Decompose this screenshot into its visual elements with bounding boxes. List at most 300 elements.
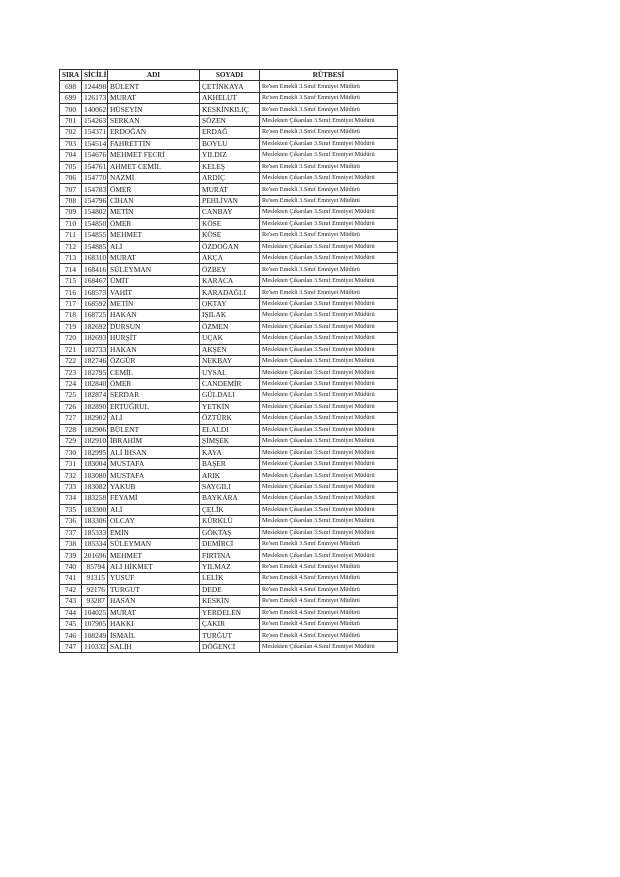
rutbe-cell: Re'sen Emekli 3.Sınıf Emniyet Müdürü <box>260 287 398 298</box>
adi-cell: MURAT <box>108 607 200 618</box>
table-row <box>60 127 398 138</box>
soyadi-cell: KARADAĞLI <box>200 287 260 298</box>
soyadi-cell: AKŞEN <box>200 344 260 355</box>
soyadi-cell: UÇAK <box>200 333 260 344</box>
sicil-cell: 182692 <box>82 321 108 332</box>
table-row <box>60 538 398 549</box>
adi-cell: MEHMET <box>108 550 200 561</box>
header-adi: ADI <box>108 70 200 81</box>
sira-cell: 724 <box>60 378 82 389</box>
soyadi-cell: ARDIÇ <box>200 172 260 183</box>
sira-cell: 699 <box>60 92 82 103</box>
table-row <box>60 367 398 378</box>
rutbe-cell: Meslekten Çıkarılan 3.Sınıf Emniyet Müdürü <box>260 458 398 469</box>
sicil-cell: 154850 <box>82 218 108 229</box>
table-row <box>60 104 398 115</box>
table-row <box>60 241 398 252</box>
table-row <box>60 641 398 652</box>
soyadi-cell: ÇETİNKAYA <box>200 81 260 92</box>
soyadi-cell: CANDEMİR <box>200 378 260 389</box>
sira-cell: 737 <box>60 527 82 538</box>
sira-cell: 732 <box>60 470 82 481</box>
sicil-cell: 154770 <box>82 172 108 183</box>
sicil-cell: 182910 <box>82 436 108 447</box>
rutbe-cell: Re'sen Emekli 3.Sınıf Emniyet Müdürü <box>260 195 398 206</box>
soyadi-cell: GÖKTAŞ <box>200 527 260 538</box>
rutbe-cell: Meslekten Çıkarılan 3.Sınıf Emniyet Müdürü <box>260 115 398 126</box>
sira-cell: 704 <box>60 150 82 161</box>
sira-cell: 725 <box>60 390 82 401</box>
header-sicili: SİCİLİ <box>82 70 108 81</box>
adi-cell: TURGUT <box>108 584 200 595</box>
adi-cell: DURSUN <box>108 321 200 332</box>
table-row <box>60 92 398 103</box>
soyadi-cell: DEDE <box>200 584 260 595</box>
soyadi-cell: YETKİN <box>200 401 260 412</box>
sicil-cell: 154514 <box>82 138 108 149</box>
table-row <box>60 287 398 298</box>
table-row <box>60 436 398 447</box>
adi-cell: YAKUB <box>108 481 200 492</box>
table-row <box>60 561 398 572</box>
table-row <box>60 230 398 241</box>
sira-cell: 718 <box>60 310 82 321</box>
rutbe-cell: Meslekten Çıkarılan 3.Sınıf Emniyet Müdürü <box>260 218 398 229</box>
adi-cell: NAZMİ <box>108 172 200 183</box>
sicil-cell: 91315 <box>82 573 108 584</box>
sira-cell: 738 <box>60 538 82 549</box>
table-row <box>60 378 398 389</box>
sira-cell: 743 <box>60 596 82 607</box>
sira-cell: 712 <box>60 241 82 252</box>
table-row <box>60 218 398 229</box>
sira-cell: 733 <box>60 481 82 492</box>
rutbe-cell: Meslekten Çıkarılan 3.Sınıf Emniyet Müdürü <box>260 298 398 309</box>
adi-cell: ÖMER <box>108 184 200 195</box>
sira-cell: 740 <box>60 561 82 572</box>
sicil-cell: 182874 <box>82 390 108 401</box>
header-sira: SIRA <box>60 70 82 81</box>
sicil-cell: 85794 <box>82 561 108 572</box>
rutbe-cell: Re'sen Emekli 3.Sınıf Emniyet Müdürü <box>260 92 398 103</box>
sicil-cell: 183082 <box>82 481 108 492</box>
table-body <box>60 81 398 653</box>
adi-cell: SERDAR <box>108 390 200 401</box>
table-row <box>60 150 398 161</box>
sira-cell: 742 <box>60 584 82 595</box>
sira-cell: 746 <box>60 630 82 641</box>
table-row <box>60 275 398 286</box>
soyadi-cell: SÖZEN <box>200 115 260 126</box>
header-rutbesi: RÜTBESİ <box>260 70 398 81</box>
soyadi-cell: KESKİNKILIÇ <box>200 104 260 115</box>
soyadi-cell: LELİK <box>200 573 260 584</box>
sira-cell: 708 <box>60 195 82 206</box>
rutbe-cell: Meslekten Çıkarılan 3.Sınıf Emniyet Müdürü <box>260 527 398 538</box>
sicil-cell: 168592 <box>82 298 108 309</box>
soyadi-cell: YILMAZ <box>200 561 260 572</box>
table-row <box>60 264 398 275</box>
soyadi-cell: AKÇA <box>200 253 260 264</box>
soyadi-cell: KÜRKLÜ <box>200 516 260 527</box>
rutbe-cell: Meslekten Çıkarılan 3.Sınıf Emniyet Müdürü <box>260 333 398 344</box>
rutbe-cell: Meslekten Çıkarılan 3.Sınıf Emniyet Müdürü <box>260 436 398 447</box>
table-row <box>60 516 398 527</box>
rutbe-cell: Re'sen Emekli 3.Sınıf Emniyet Müdürü <box>260 104 398 115</box>
adi-cell: BÜLENT <box>108 424 200 435</box>
adi-cell: OLCAY <box>108 516 200 527</box>
rutbe-cell: Meslekten Çıkarılan 3.Sınıf Emniyet Müdürü <box>260 470 398 481</box>
sicil-cell: 126173 <box>82 92 108 103</box>
table-row <box>60 321 398 332</box>
soyadi-cell: KÖSE <box>200 218 260 229</box>
table-row <box>60 630 398 641</box>
adi-cell: AHMET CEMİL <box>108 161 200 172</box>
table-row <box>60 607 398 618</box>
adi-cell: ALİ <box>108 241 200 252</box>
soyadi-cell: PEHLİVAN <box>200 195 260 206</box>
sira-cell: 701 <box>60 115 82 126</box>
sira-cell: 726 <box>60 401 82 412</box>
soyadi-cell: ÖZMEN <box>200 321 260 332</box>
adi-cell: ALİ İHSAN <box>108 447 200 458</box>
rutbe-cell: Meslekten Çıkarılan 3.Sınıf Emniyet Müdürü <box>260 241 398 252</box>
soyadi-cell: ÇAKIR <box>200 619 260 630</box>
sira-cell: 745 <box>60 619 82 630</box>
rutbe-cell: Meslekten Çıkarılan 3.Sınıf Emniyet Müdürü <box>260 401 398 412</box>
sicil-cell: 110332 <box>82 641 108 652</box>
soyadi-cell: ÖZTÜRK <box>200 413 260 424</box>
table-row <box>60 344 398 355</box>
header-soyadi: SOYADI <box>200 70 260 81</box>
soyadi-cell: YERDELEN <box>200 607 260 618</box>
sicil-cell: 182890 <box>82 401 108 412</box>
adi-cell: FEYAMİ <box>108 493 200 504</box>
rutbe-cell: Meslekten Çıkarılan 3.Sınıf Emniyet Müdürü <box>260 344 398 355</box>
rutbe-cell: Re'sen Emekli 3.Sınıf Emniyet Müdürü <box>260 264 398 275</box>
sira-cell: 729 <box>60 436 82 447</box>
table-row <box>60 138 398 149</box>
sira-cell: 711 <box>60 230 82 241</box>
sira-cell: 734 <box>60 493 82 504</box>
adi-cell: HASAN <box>108 596 200 607</box>
sira-cell: 714 <box>60 264 82 275</box>
sicil-cell: 183004 <box>82 458 108 469</box>
sira-cell: 713 <box>60 253 82 264</box>
rutbe-cell: Meslekten Çıkarılan 3.Sınıf Emniyet Müdürü <box>260 504 398 515</box>
sira-cell: 700 <box>60 104 82 115</box>
sicil-cell: 154761 <box>82 161 108 172</box>
soyadi-cell: KARACA <box>200 275 260 286</box>
table-row <box>60 413 398 424</box>
soyadi-cell: SAYGILI <box>200 481 260 492</box>
adi-cell: BÜLENT <box>108 81 200 92</box>
adi-cell: METİN <box>108 207 200 218</box>
table-row <box>60 333 398 344</box>
soyadi-cell: ŞİMŞEK <box>200 436 260 447</box>
sicil-cell: 168467 <box>82 275 108 286</box>
table-row <box>60 161 398 172</box>
soyadi-cell: ÇELİK <box>200 504 260 515</box>
soyadi-cell: YILDIZ <box>200 150 260 161</box>
sira-cell: 730 <box>60 447 82 458</box>
table-row <box>60 81 398 92</box>
rutbe-cell: Re'sen Emekli 3.Sınıf Emniyet Müdürü <box>260 81 398 92</box>
rutbe-cell: Re'sen Emekli 4.Sınıf Emniyet Müdürü <box>260 584 398 595</box>
table-row <box>60 195 398 206</box>
table-row <box>60 470 398 481</box>
soyadi-cell: TURĞUT <box>200 630 260 641</box>
sicil-cell: 183300 <box>82 504 108 515</box>
table-row <box>60 184 398 195</box>
sicil-cell: 182746 <box>82 355 108 366</box>
adi-cell: İSMAİL <box>108 630 200 641</box>
sira-cell: 747 <box>60 641 82 652</box>
soyadi-cell: DEMİRCİ <box>200 538 260 549</box>
table-row <box>60 527 398 538</box>
soyadi-cell: DÖĞENCİ <box>200 641 260 652</box>
sira-cell: 719 <box>60 321 82 332</box>
adi-cell: SERKAN <box>108 115 200 126</box>
rutbe-cell: Re'sen Emekli 4.Sınıf Emniyet Müdürü <box>260 561 398 572</box>
soyadi-cell: UYSAL <box>200 367 260 378</box>
soyadi-cell: GÜLDALI <box>200 390 260 401</box>
adi-cell: ALİ HİKMET <box>108 561 200 572</box>
sicil-cell: 182906 <box>82 424 108 435</box>
soyadi-cell: OKTAY <box>200 298 260 309</box>
sicil-cell: 154855 <box>82 230 108 241</box>
sira-cell: 715 <box>60 275 82 286</box>
rutbe-cell: Re'sen Emekli 3.Sınıf Emniyet Müdürü <box>260 184 398 195</box>
sira-cell: 722 <box>60 355 82 366</box>
adi-cell: ALİ <box>108 504 200 515</box>
adi-cell: MEHMET FECRİ <box>108 150 200 161</box>
sicil-cell: 183258 <box>82 493 108 504</box>
adi-cell: MURAT <box>108 253 200 264</box>
sicil-cell: 168573 <box>82 287 108 298</box>
sicil-cell: 183080 <box>82 470 108 481</box>
adi-cell: YUSUF <box>108 573 200 584</box>
sira-cell: 736 <box>60 516 82 527</box>
rutbe-cell: Meslekten Çıkarılan 3.Sınıf Emniyet Müdürü <box>260 378 398 389</box>
rutbe-cell: Re'sen Emekli 3.Sınıf Emniyet Müdürü <box>260 230 398 241</box>
sira-cell: 744 <box>60 607 82 618</box>
sicil-cell: 124498 <box>82 81 108 92</box>
adi-cell: MUSTAFA <box>108 458 200 469</box>
rutbe-cell: Meslekten Çıkarılan 3.Sınıf Emniyet Müdürü <box>260 275 398 286</box>
soyadi-cell: BOYLU <box>200 138 260 149</box>
soyadi-cell: ERDAĞ <box>200 127 260 138</box>
sicil-cell: 92176 <box>82 584 108 595</box>
sicil-cell: 154796 <box>82 195 108 206</box>
table-row <box>60 424 398 435</box>
soyadi-cell: KELEŞ <box>200 161 260 172</box>
adi-cell: ERDOĞAN <box>108 127 200 138</box>
rutbe-cell: Meslekten Çıkarılan 3.Sınıf Emniyet Müdürü <box>260 367 398 378</box>
sicil-cell: 93287 <box>82 596 108 607</box>
table-row <box>60 573 398 584</box>
adi-cell: MEHMET <box>108 230 200 241</box>
adi-cell: SÜLEYMAN <box>108 264 200 275</box>
sira-cell: 717 <box>60 298 82 309</box>
sira-cell: 735 <box>60 504 82 515</box>
soyadi-cell: BAYKARA <box>200 493 260 504</box>
adi-cell: CİHAN <box>108 195 200 206</box>
rutbe-cell: Meslekten Çıkarılan 3.Sınıf Emniyet Müdürü <box>260 447 398 458</box>
rutbe-cell: Re'sen Emekli 4.Sınıf Emniyet Müdürü <box>260 607 398 618</box>
adi-cell: HAKAN <box>108 344 200 355</box>
soyadi-cell: MURAT <box>200 184 260 195</box>
sicil-cell: 104025 <box>82 607 108 618</box>
table-row <box>60 115 398 126</box>
rutbe-cell: Meslekten Çıkarılan 3.Sınıf Emniyet Müdürü <box>260 138 398 149</box>
sira-cell: 709 <box>60 207 82 218</box>
adi-cell: MURAT <box>108 92 200 103</box>
adi-cell: HAKAN <box>108 310 200 321</box>
table-row <box>60 253 398 264</box>
sicil-cell: 201696 <box>82 550 108 561</box>
table-row <box>60 401 398 412</box>
sira-cell: 721 <box>60 344 82 355</box>
table-row <box>60 447 398 458</box>
sira-cell: 702 <box>60 127 82 138</box>
adi-cell: ALİ <box>108 413 200 424</box>
personnel-table <box>59 69 398 653</box>
soyadi-cell: NEKBAY <box>200 355 260 366</box>
soyadi-cell: ÖZDOĞAN <box>200 241 260 252</box>
sicil-cell: 154676 <box>82 150 108 161</box>
table-row <box>60 458 398 469</box>
adi-cell: EMİN <box>108 527 200 538</box>
rutbe-cell: Re'sen Emekli 3.Sınıf Emniyet Müdürü <box>260 161 398 172</box>
table-row <box>60 550 398 561</box>
sicil-cell: 182733 <box>82 344 108 355</box>
sicil-cell: 108249 <box>82 630 108 641</box>
sira-cell: 731 <box>60 458 82 469</box>
sicil-cell: 182840 <box>82 378 108 389</box>
table-row <box>60 207 398 218</box>
adi-cell: SÜLEYMAN <box>108 538 200 549</box>
adi-cell: METİN <box>108 298 200 309</box>
sira-cell: 739 <box>60 550 82 561</box>
sira-cell: 727 <box>60 413 82 424</box>
adi-cell: CEMİL <box>108 367 200 378</box>
adi-cell: HAKKI <box>108 619 200 630</box>
rutbe-cell: Meslekten Çıkarılan 3.Sınıf Emniyet Müdürü <box>260 207 398 218</box>
rutbe-cell: Meslekten Çıkarılan 3.Sınıf Emniyet Müdürü <box>260 321 398 332</box>
soyadi-cell: KAYA <box>200 447 260 458</box>
adi-cell: ÜMİT <box>108 275 200 286</box>
soyadi-cell: KÖSE <box>200 230 260 241</box>
rutbe-cell: Re'sen Emekli 4.Sınıf Emniyet Müdürü <box>260 619 398 630</box>
adi-cell: VAHİT <box>108 287 200 298</box>
rutbe-cell: Meslekten Çıkarılan 3.Sınıf Emniyet Müdürü <box>260 516 398 527</box>
sicil-cell: 154263 <box>82 115 108 126</box>
sicil-cell: 154802 <box>82 207 108 218</box>
sicil-cell: 168725 <box>82 310 108 321</box>
sicil-cell: 182902 <box>82 413 108 424</box>
soyadi-cell: FIRTINA <box>200 550 260 561</box>
rutbe-cell: Meslekten Çıkarılan 3.Sınıf Emniyet Müdürü <box>260 172 398 183</box>
rutbe-cell: Meslekten Çıkarılan 3.Sınıf Emniyet Müdürü <box>260 253 398 264</box>
soyadi-cell: ARIK <box>200 470 260 481</box>
rutbe-cell: Meslekten Çıkarılan 3.Sınıf Emniyet Müdürü <box>260 493 398 504</box>
adi-cell: ÖZGÜR <box>108 355 200 366</box>
rutbe-cell: Re'sen Emekli 4.Sınıf Emniyet Müdürü <box>260 573 398 584</box>
adi-cell: HÜSEYİN <box>108 104 200 115</box>
soyadi-cell: ÖZBEY <box>200 264 260 275</box>
sira-cell: 703 <box>60 138 82 149</box>
sicil-cell: 168416 <box>82 264 108 275</box>
adi-cell: FAHRETTİN <box>108 138 200 149</box>
table-row <box>60 493 398 504</box>
sicil-cell: 183306 <box>82 516 108 527</box>
table-row <box>60 390 398 401</box>
sira-cell: 720 <box>60 333 82 344</box>
sicil-cell: 168310 <box>82 253 108 264</box>
sira-cell: 705 <box>60 161 82 172</box>
rutbe-cell: Meslekten Çıkarılan 3.Sınıf Emniyet Müdürü <box>260 390 398 401</box>
adi-cell: MUSTAFA <box>108 470 200 481</box>
soyadi-cell: CANBAY <box>200 207 260 218</box>
rutbe-cell: Re'sen Emekli 4.Sınıf Emniyet Müdürü <box>260 596 398 607</box>
soyadi-cell: KESKİN <box>200 596 260 607</box>
rutbe-cell: Meslekten Çıkarılan 3.Sınıf Emniyet Müdürü <box>260 150 398 161</box>
soyadi-cell: IŞILAK <box>200 310 260 321</box>
adi-cell: ERTUĞRUL <box>108 401 200 412</box>
adi-cell: ÖMER <box>108 378 200 389</box>
soyadi-cell: AKHELUT <box>200 92 260 103</box>
table-row <box>60 584 398 595</box>
table-row <box>60 355 398 366</box>
sira-cell: 716 <box>60 287 82 298</box>
sicil-cell: 140062 <box>82 104 108 115</box>
sicil-cell: 154783 <box>82 184 108 195</box>
sicil-cell: 185333 <box>82 527 108 538</box>
sicil-cell: 182693 <box>82 333 108 344</box>
rutbe-cell: Meslekten Çıkarılan 3.Sınıf Emniyet Müdürü <box>260 424 398 435</box>
table-row <box>60 310 398 321</box>
rutbe-cell: Meslekten Çıkarılan 3.Sınıf Emniyet Müdürü <box>260 481 398 492</box>
sira-cell: 741 <box>60 573 82 584</box>
table-row <box>60 481 398 492</box>
table-row <box>60 504 398 515</box>
table-row <box>60 172 398 183</box>
rutbe-cell: Re'sen Emekli 3.Sınıf Emniyet Müdürü <box>260 127 398 138</box>
sira-cell: 707 <box>60 184 82 195</box>
sicil-cell: 182995 <box>82 447 108 458</box>
sira-cell: 706 <box>60 172 82 183</box>
rutbe-cell: Meslekten Çıkarılan 4.Sınıf Emniyet Müdürü <box>260 641 398 652</box>
rutbe-cell: Re'sen Emekli 4.Sınıf Emniyet Müdürü <box>260 630 398 641</box>
table-row <box>60 619 398 630</box>
rutbe-cell: Meslekten Çıkarılan 3.Sınıf Emniyet Müdürü <box>260 550 398 561</box>
soyadi-cell: ELALDI <box>200 424 260 435</box>
table-row <box>60 298 398 309</box>
sicil-cell: 182795 <box>82 367 108 378</box>
table-header-row <box>60 70 398 81</box>
rutbe-cell: Meslekten Çıkarılan 3.Sınıf Emniyet Müdürü <box>260 413 398 424</box>
adi-cell: HURŞİT <box>108 333 200 344</box>
soyadi-cell: BAŞER <box>200 458 260 469</box>
sira-cell: 723 <box>60 367 82 378</box>
sicil-cell: 154371 <box>82 127 108 138</box>
adi-cell: SALİH <box>108 641 200 652</box>
sicil-cell: 154885 <box>82 241 108 252</box>
rutbe-cell: Meslekten Çıkarılan 3.Sınıf Emniyet Müdürü <box>260 310 398 321</box>
adi-cell: ÖMER <box>108 218 200 229</box>
sira-cell: 710 <box>60 218 82 229</box>
